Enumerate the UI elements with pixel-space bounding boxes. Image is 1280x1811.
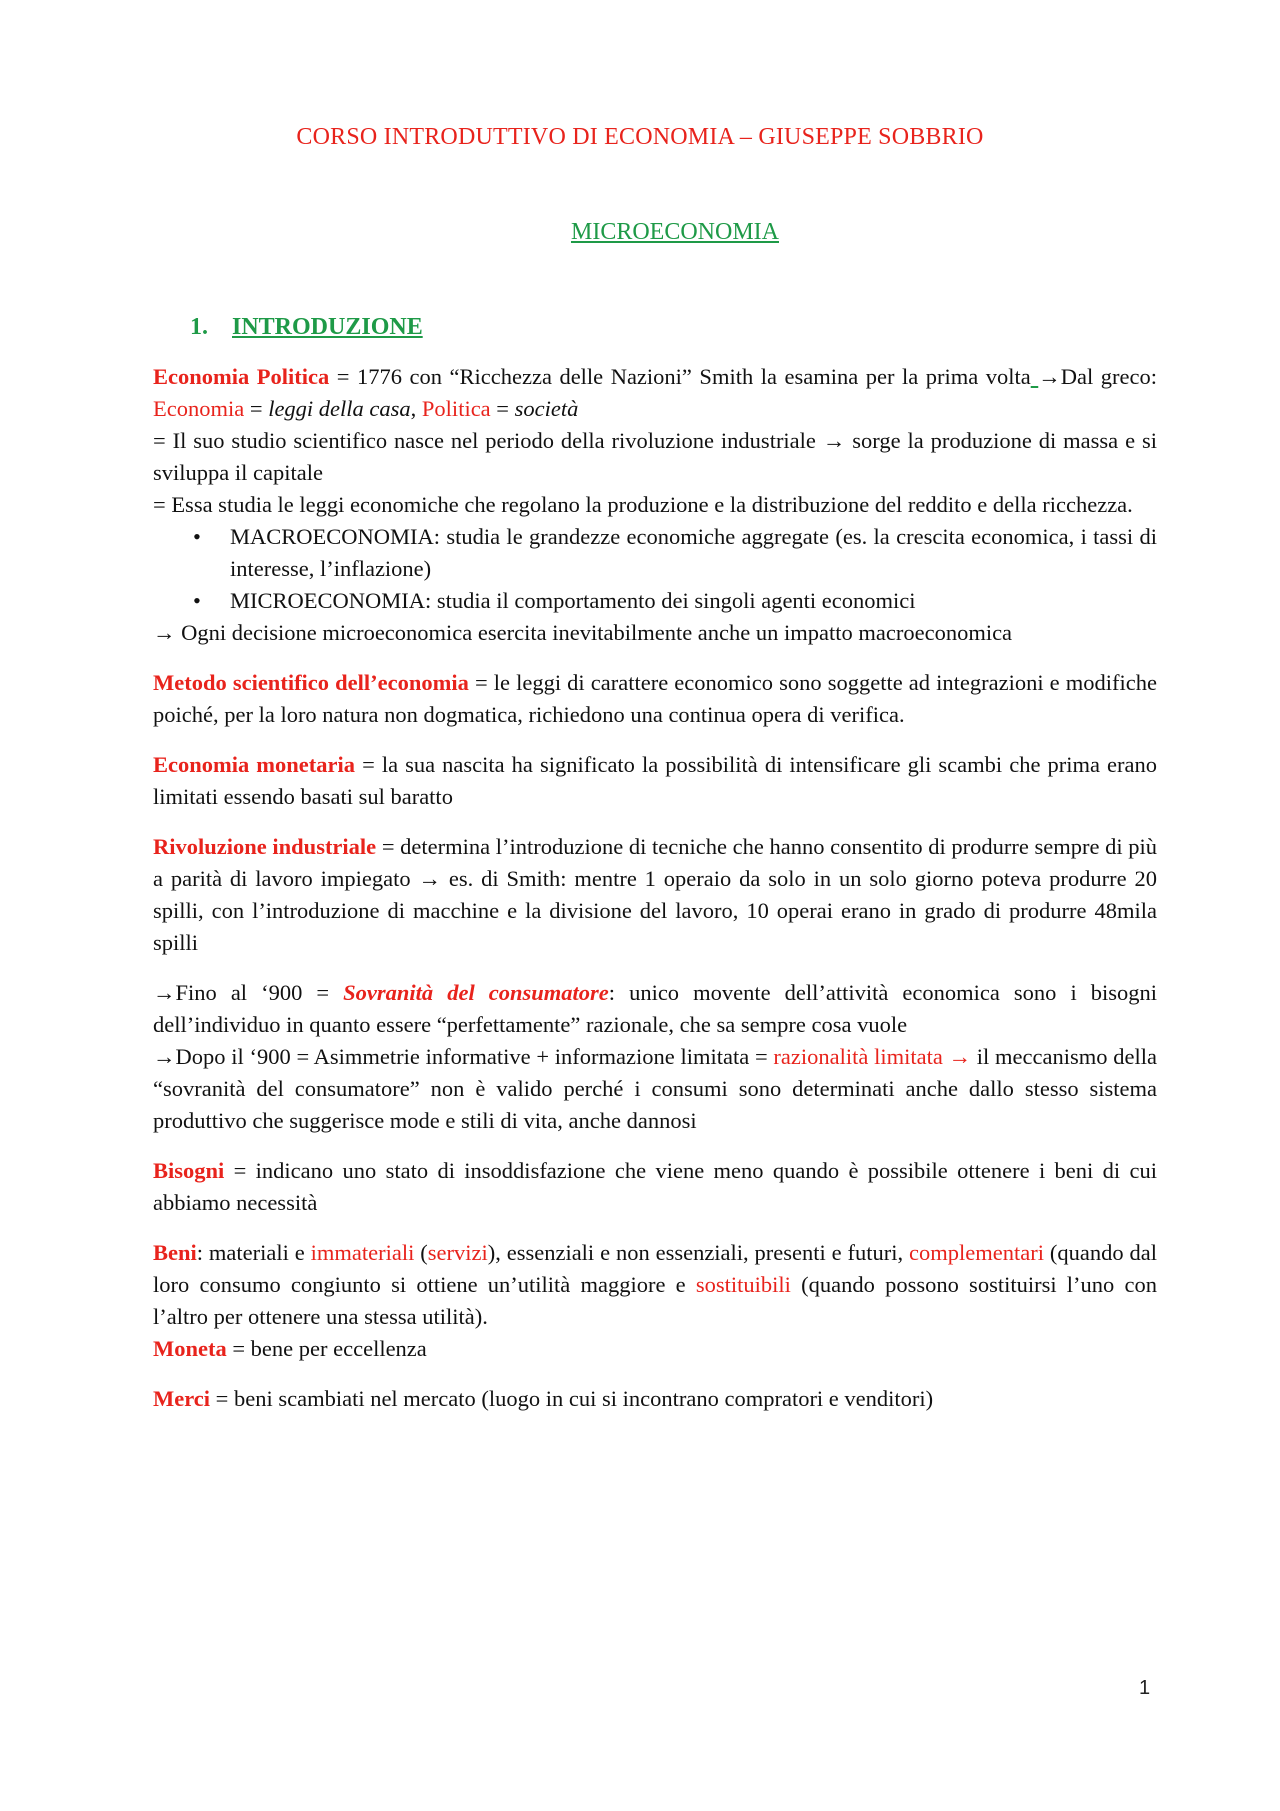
paragraph-merci: Merci = beni scambiati nel mercato (luogo in cui si incontrano compratori e venditori) bbox=[153, 1386, 934, 1411]
paragraph-beni: Beni: materiali e immateriali (servizi), essenziali e non essenziali, presenti e futuri, complementari (quando dal loro consumo congiunto si ottiene un’utilità maggiore e sostituibili (quando possono sostituirsi l’uno con l’altro per ottenere una stessa utilità). Moneta = bene per eccellenza bbox=[153, 1240, 1157, 1361]
paragraph-leggi-economiche: = Essa studia le leggi economiche che regolano la produzione e la distribuzione del reddito e della ricchezza. bbox=[153, 492, 1133, 517]
section-title: INTRODUZIONE bbox=[232, 314, 423, 340]
term-razionalita-limitata: razionalità limitata bbox=[773, 1044, 943, 1069]
document-subtitle: MICROECONOMIA bbox=[570, 219, 779, 245]
paragraph-economia-monetaria: Economia monetaria = la sua nascita ha significato la possibilità di intensificare gli scambi che prima erano limitati essendo basati sul baratto bbox=[153, 752, 1157, 809]
paragraph-impatto: → Ogni decisione microeconomica esercita inevitabilmente anche un impatto macroeconomica bbox=[153, 620, 1013, 645]
document-body bbox=[153, 361, 1157, 1433]
arrow-icon: → bbox=[948, 1044, 972, 1069]
bullet-list bbox=[153, 521, 1157, 617]
term-economia: Economia bbox=[153, 396, 245, 421]
document-title: CORSO INTRODUTTIVO DI ECONOMIA – GIUSEPPE SOBBRIO bbox=[296, 124, 984, 150]
list-item: • MICROECONOMIA: studia il comportamento dei singoli agenti economici bbox=[230, 585, 1157, 617]
term-economia-politica: Economia Politica bbox=[153, 364, 330, 389]
paragraph-dopo-il-900: →Dopo il ‘900 = Asimmetrie informative + informazione limitata = razionalità limitata → il meccanismo della “sovranità del consumatore” non è valido perché i consumi sono determinati anche dallo stesso sistema produttivo che suggerisce mode e stili di vita, anche dannosi bbox=[153, 1044, 1157, 1133]
page-number: 1 bbox=[1139, 1677, 1151, 1699]
paragraph-metodo-scientifico: Metodo scientifico dell’economia = le leggi di carattere economico sono soggette ad integrazioni e modifiche poiché, per la loro natura non dogmatica, richiedono una continua opera di verifica. bbox=[153, 670, 1157, 727]
paragraph-rivoluzione-industriale: Rivoluzione industriale = determina l’introduzione di tecniche che hanno consentito di produrre sempre di più a parità di lavoro impiegato → es. di Smith: mentre 1 operaio da solo in un solo giorno poteva produrre 20 spilli, con l’introduzione di macchine e la divisione del lavoro, 10 operai erano in grado di produrre 48mila spilli bbox=[153, 834, 1157, 955]
term-moneta: Moneta bbox=[153, 1336, 227, 1361]
term-politica: Politica bbox=[421, 396, 491, 421]
paragraph-bisogni: Bisogni = indicano uno stato di insoddisfazione che viene meno quando è possibile ottenere i beni di cui abbiamo necessità bbox=[153, 1158, 1157, 1215]
paragraph-economia-politica: Economia Politica = 1776 con “Ricchezza delle Nazioni” Smith la esamina per la prima volta →Dal greco: Economia = leggi della casa, Politica = società bbox=[153, 364, 1157, 421]
term-sovranita: Sovranità del consumatore bbox=[343, 980, 609, 1005]
section-number: 1. bbox=[190, 314, 208, 340]
paragraph-fino-al-900: →Fino al ‘900 = Sovranità del consumatore: unico movente dell’attività economica sono i bisogni dell’individuo in quanto essere “perfettamente” razionale, che sa sempre cosa vuole bbox=[153, 980, 1158, 1037]
list-item: • MACROECONOMIA: studia le grandezze economiche aggregate (es. la crescita economica, i tassi di interesse, l’inflazione) bbox=[230, 521, 1157, 585]
section-heading bbox=[190, 314, 423, 341]
paragraph-studio-scientifico: = Il suo studio scientifico nasce nel periodo della rivoluzione industriale → sorge la produzione di massa e si sviluppa il capitale bbox=[153, 428, 1157, 485]
